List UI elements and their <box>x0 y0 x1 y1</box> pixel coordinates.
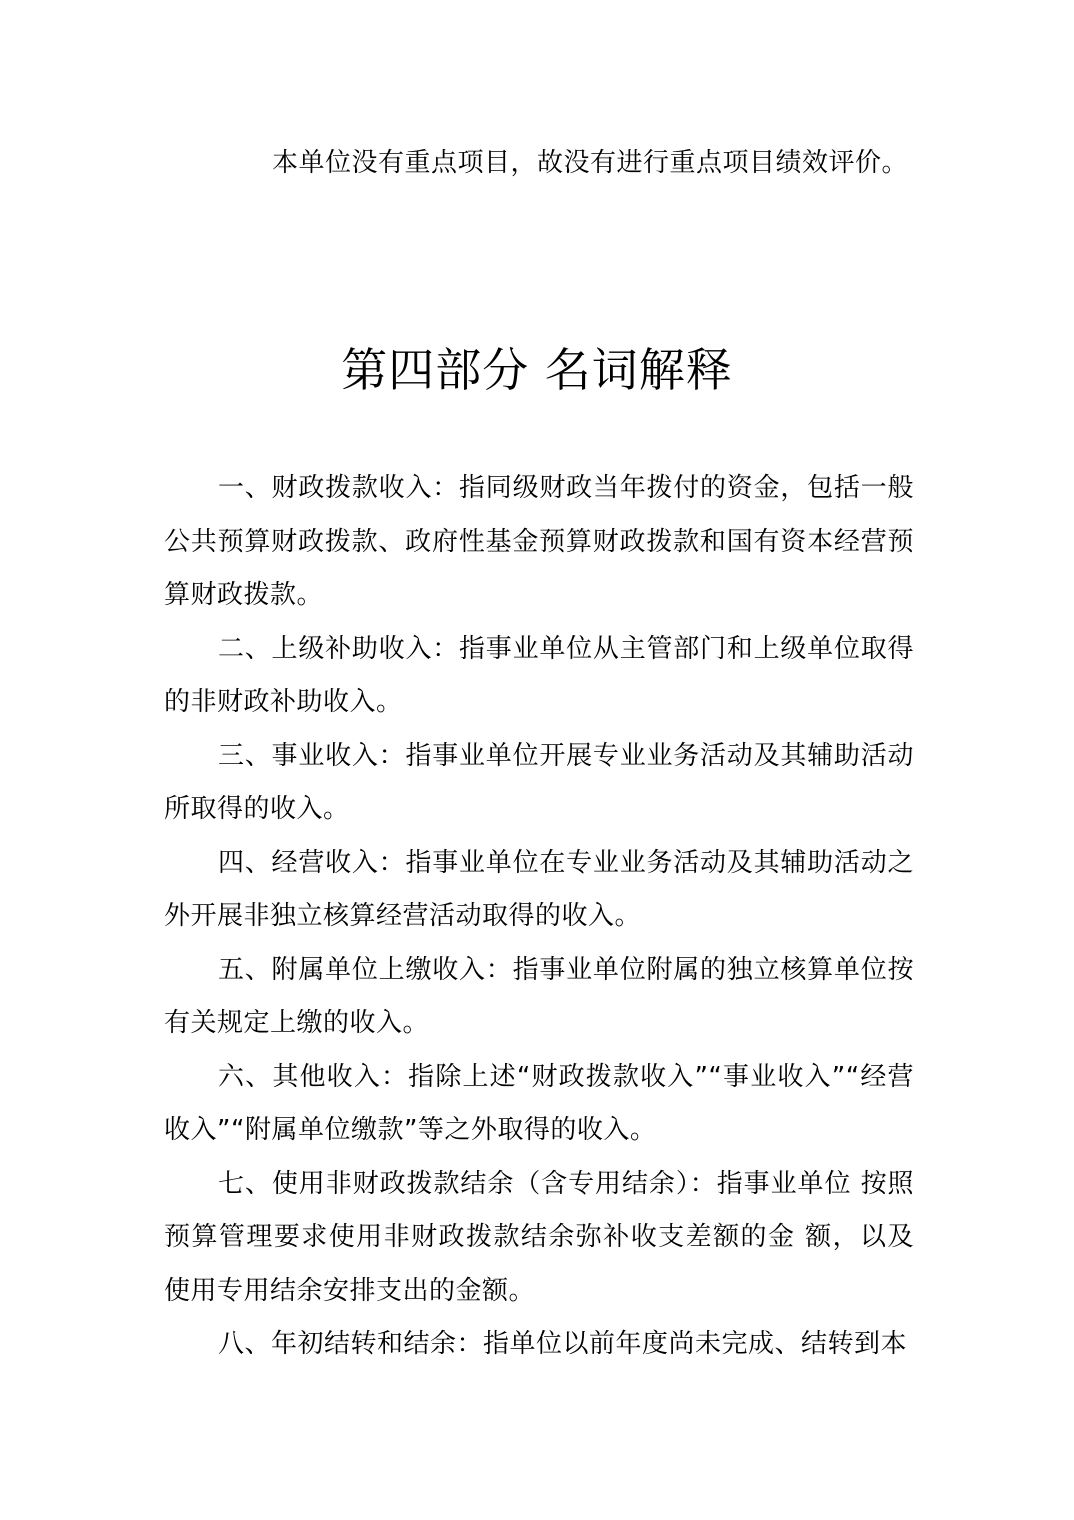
definition-paragraph: 八、年初结转和结余：指单位以前年度尚未完成、结转到本 <box>218 1329 908 1359</box>
intro-paragraph: 本单位没有重点项目，故没有进行重点项目绩效评价。 <box>272 148 909 178</box>
definition-paragraph: 七、使用非财政拨款结余（含专用结余）：指事业单位 按照预算管理要求使用非财政拨款结余弥补收支差额的金 额，以及使用专用结余安排支出的金额。 <box>164 1168 914 1306</box>
definition-paragraph: 六、其他收入：指除上述“财政拨款收入”“事业收入”“经营收入”“附属单位缴款”等之外取得的收入。 <box>164 1061 914 1145</box>
definition-paragraph: 三、事业收入：指事业单位开展专业业务活动及其辅助活动所取得的收入。 <box>164 740 914 824</box>
definitions-list <box>164 462 914 1372</box>
definition-paragraph: 二、上级补助收入：指事业单位从主管部门和上级单位取得的非财政补助收入。 <box>164 633 914 717</box>
definition-paragraph: 四、经营收入：指事业单位在专业业务活动及其辅助活动之外开展非独立核算经营活动取得的收入。 <box>164 847 914 931</box>
definition-paragraph: 五、附属单位上缴收入：指事业单位附属的独立核算单位按有关规定上缴的收入。 <box>164 954 914 1038</box>
section-title: 第四部分 名词解释 <box>341 343 733 397</box>
definition-paragraph: 一、财政拨款收入：指同级财政当年拨付的资金，包括一般公共预算财政拨款、政府性基金预算财政拨款和国有资本经营预算财政拨款。 <box>164 473 914 610</box>
